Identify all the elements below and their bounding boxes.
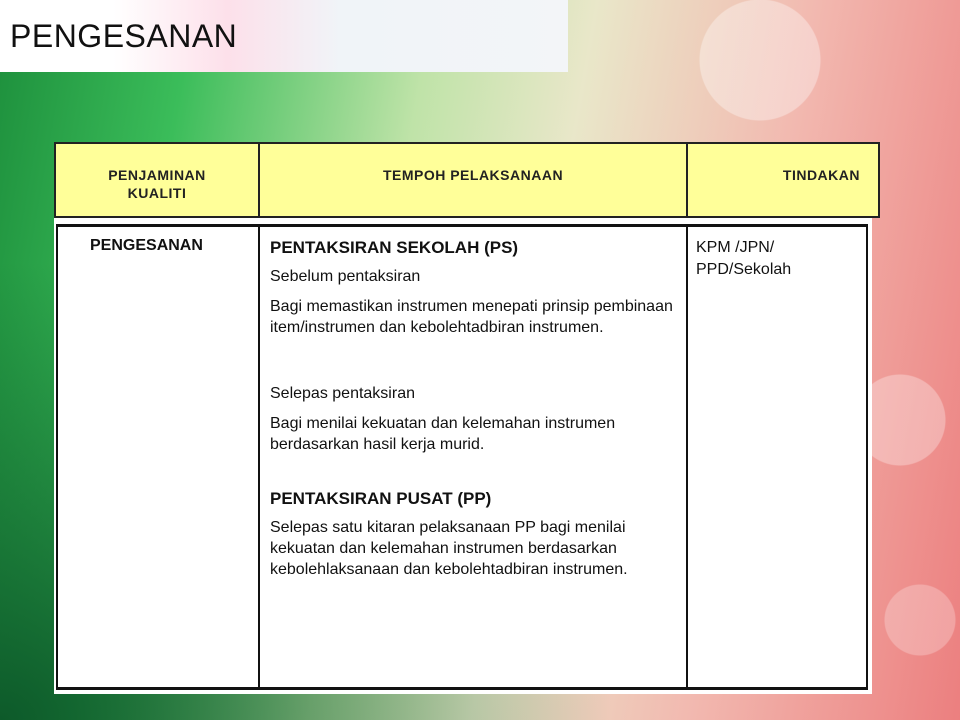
header-tindakan: TINDAKAN [782,167,860,183]
title-bar [0,0,568,72]
ps-before-text: Bagi memastikan instrumen menepati prinsip pembinaan item/instrumen dan kebolehtadbiran instrumen. [270,298,673,336]
header-col1-line1: PENJAMINAN [108,167,206,183]
ps-heading: PENTAKSIRAN SEKOLAH (PS) [270,238,519,257]
tindakan-line1: KPM /JPN/ [696,239,775,256]
pp-text: Selepas satu kitaran pelaksanaan PP bagi menilai kekuatan dan kelemahan instrumen berdasarkan kebolehlaksanaan dan kebolehtadbiran instrumen. [270,519,628,578]
table-header-row [54,142,880,218]
header-tempoh-pelaksanaan: TEMPOH PELAKSANAAN [260,144,688,216]
ps-after-text: Bagi menilai kekuatan dan kelemahan instrumen berdasarkan hasil kerja murid. [270,415,616,453]
divider [56,227,58,687]
cell-penjaminan-kualiti: PENGESANAN [90,237,203,254]
ps-after-label: Selepas pentaksiran [270,385,415,402]
cell-tempoh-pelaksanaan [270,237,680,589]
document-table [54,142,872,694]
table-row [56,224,868,690]
divider [866,227,868,687]
divider [686,227,688,687]
cell-tindakan [696,237,856,281]
divider [258,227,260,687]
slide-title: PENGESANAN [10,18,238,54]
ps-before-label: Sebelum pentaksiran [270,268,421,285]
tindakan-line2: PPD/Sekolah [696,261,792,278]
pp-heading: PENTAKSIRAN PUSAT (PP) [270,489,492,508]
header-col1-line2: KUALITI [127,185,187,201]
header-penjaminan-kualiti [56,144,260,216]
